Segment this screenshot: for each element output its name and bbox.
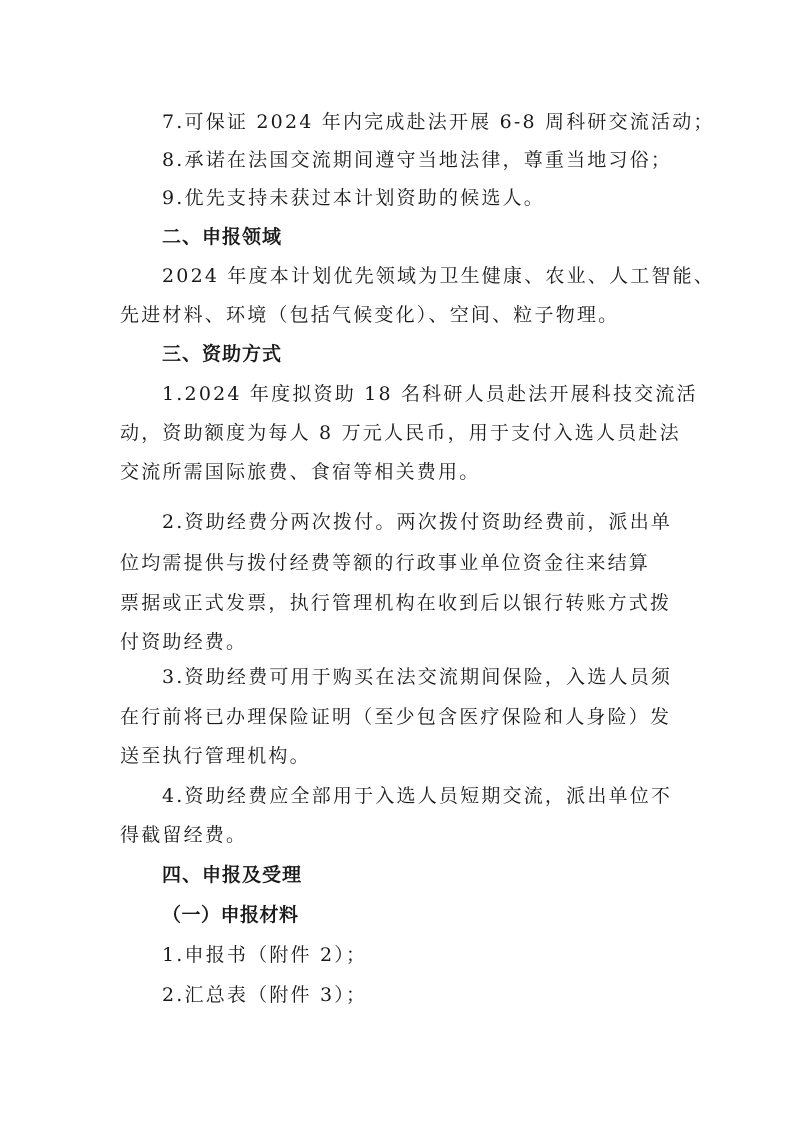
paragraph-line: 先进材料、环境（包括气候变化）、空间、粒子物理。 [120, 304, 620, 326]
paragraph-line: 8.承诺在法国交流期间遵守当地法律，尊重当地习俗； [162, 149, 673, 171]
section-heading: 二、申报领域 [162, 226, 283, 248]
paragraph-line: 付资助经费。 [120, 631, 248, 653]
paragraph-line: 4.资助经费应全部用于入选人员短期交流，派出单位不 [162, 785, 673, 807]
paragraph-line: 7.可保证 2024 年内完成赴法开展 6-8 周科研交流活动； [162, 111, 715, 133]
paragraph-line: 2.资助经费分两次拨付。两次拨付资助经费前，派出单 [162, 511, 673, 533]
section-heading: 四、申报及受理 [162, 864, 303, 886]
section-heading: 三、资助方式 [162, 343, 283, 365]
paragraph-line: 1.申报书（附件 2）； [162, 944, 368, 966]
paragraph-line: 交流所需国际旅费、食宿等相关费用。 [120, 461, 481, 483]
paragraph-line: 9.优先支持未获过本计划资助的候选人。 [162, 187, 545, 209]
paragraph-line: 送至执行管理机构。 [120, 745, 311, 767]
paragraph-line: 票据或正式发票，执行管理机构在收到后以银行转账方式拨 [120, 592, 672, 614]
section-heading: （一）申报材料 [162, 904, 299, 926]
paragraph-line: 1.2024 年度拟资助 18 名科研人员赴法开展科技交流活 [162, 383, 698, 405]
paragraph-line: 在行前将已办理保险证明（至少包含医疗保险和人身险）发 [120, 706, 672, 728]
paragraph-line: 动，资助额度为每人 8 万元人民币，用于支付入选人员赴法 [120, 422, 681, 444]
paragraph-line: 得截留经费。 [120, 824, 248, 846]
paragraph-line: 3.资助经费可用于购买在法交流期间保险，入选人员须 [162, 666, 673, 688]
paragraph-line: 位均需提供与拨付经费等额的行政事业单位资金往来结算 [120, 552, 651, 574]
paragraph-line: 2.汇总表（附件 3）； [162, 984, 368, 1006]
paragraph-line: 2024 年度本计划优先领域为卫生健康、农业、人工智能、 [162, 265, 715, 287]
